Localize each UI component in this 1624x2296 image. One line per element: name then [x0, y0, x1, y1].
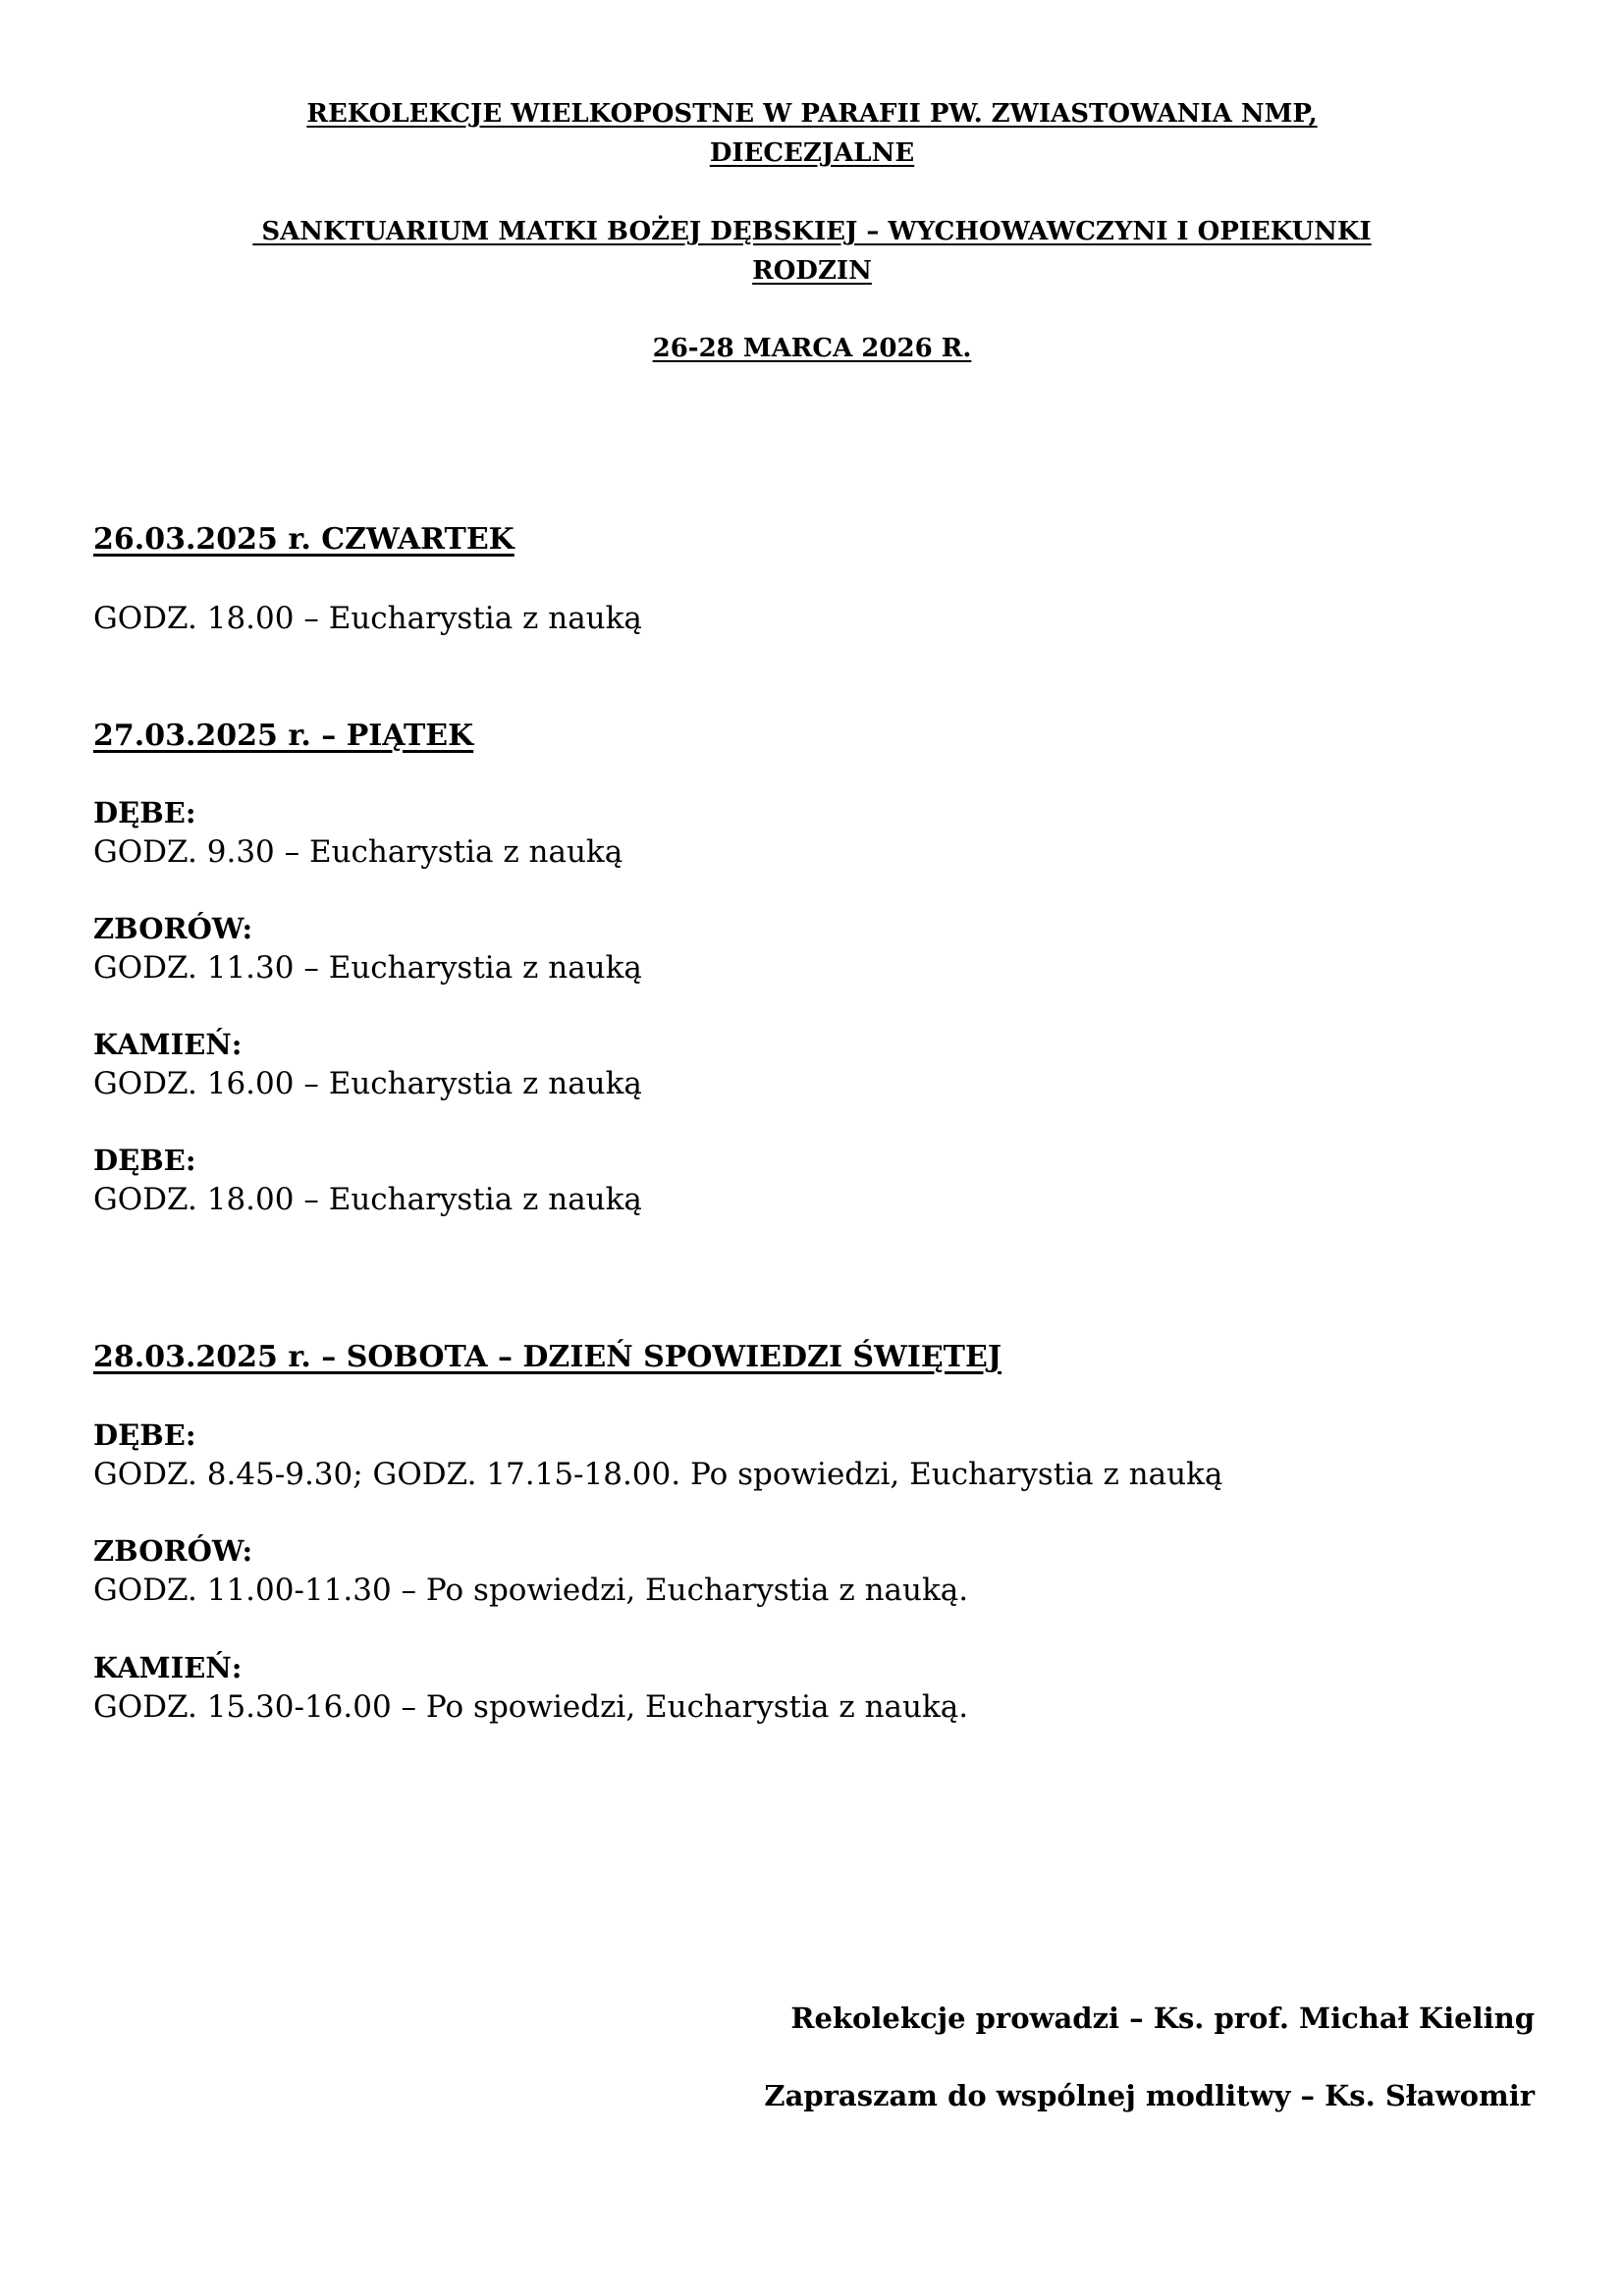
event-dates: 26-28 MARCA 2026 R. [652, 334, 972, 363]
title-line-1: REKOLEKCJE WIELKOPOSTNE W PARAFII PW. ZWIASTOWANIA NMP, [306, 99, 1318, 129]
place-label: ZBORÓW: [93, 912, 253, 945]
schedule-entry: GODZ. 8.45-9.30; GODZ. 17.15-18.00. Po spowiedzi, Eucharystia z nauką [93, 1457, 1223, 1492]
document-title [147, 94, 1477, 173]
day-heading-saturday: 28.03.2025 r. – SOBOTA – DZIEŃ SPOWIEDZI ŚWIĘTEJ [93, 1340, 1002, 1374]
day-heading-friday: 27.03.2025 r. – PIĄTEK [93, 719, 474, 753]
day-heading-thursday: 26.03.2025 r. CZWARTEK [93, 522, 514, 557]
invitation-signature: Zapraszam do wspólnej modlitwy – Ks. Sławomir [764, 2079, 1535, 2112]
schedule-entry: GODZ. 16.00 – Eucharystia z nauką [93, 1066, 642, 1101]
subtitle-line-1: SANKTUARIUM MATKI BOŻEJ DĘBSKIEJ – WYCHOWAWCZYNI I OPIEKUNKI [252, 217, 1372, 246]
schedule-entry: GODZ. 9.30 – Eucharystia z nauką [93, 834, 623, 870]
schedule-entry: GODZ. 18.00 – Eucharystia z nauką [93, 601, 642, 636]
document-subtitle [147, 212, 1477, 291]
place-label: KAMIEŃ: [93, 1651, 243, 1684]
schedule-entry: GODZ. 18.00 – Eucharystia z nauką [93, 1182, 642, 1217]
schedule-entry: GODZ. 11.00-11.30 – Po spowiedzi, Eucharystia z nauką. [93, 1573, 969, 1608]
place-label: ZBORÓW: [93, 1534, 253, 1568]
place-label: DĘBE: [93, 1418, 196, 1452]
title-line-2: DIECEZJALNE [709, 138, 915, 168]
retreat-leader: Rekolekcje prowadzi – Ks. prof. Michał Kieling [790, 2002, 1535, 2035]
place-label: KAMIEŃ: [93, 1028, 243, 1061]
place-label: DĘBE: [93, 796, 196, 829]
schedule-entry: GODZ. 11.30 – Eucharystia z nauką [93, 950, 642, 986]
schedule-entry: GODZ. 15.30-16.00 – Po spowiedzi, Eucharystia z nauką. [93, 1689, 969, 1725]
place-label: DĘBE: [93, 1144, 196, 1177]
subtitle-line-2: RODZIN [752, 256, 872, 286]
